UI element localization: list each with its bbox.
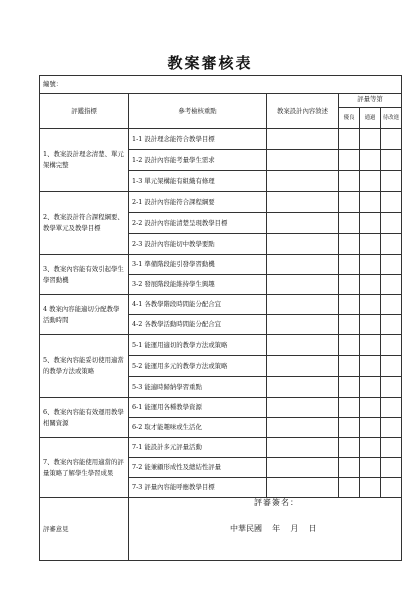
rating-cell[interactable]: [339, 315, 360, 335]
indicator-1-1: 1-1 設計理念能符合教學目標: [129, 129, 267, 150]
indicator-2-2: 2-2 設計內容能清楚呈現教學目標: [129, 213, 267, 234]
indicator-3-2: 3-2 發展階段能維持學生興趣: [129, 275, 267, 295]
rating-cell[interactable]: [360, 213, 381, 234]
rating-cell[interactable]: [381, 171, 402, 192]
rating-cell[interactable]: [360, 418, 381, 438]
rating-cell[interactable]: [381, 129, 402, 150]
rating-cell[interactable]: [339, 171, 360, 192]
rating-cell[interactable]: [360, 398, 381, 418]
criterion-4: 4 教案內容能適切分配教學活動時間: [40, 295, 129, 335]
rating-cell[interactable]: [360, 356, 381, 377]
signature-label: 評審簽名：: [254, 498, 299, 507]
design-cell[interactable]: [267, 356, 339, 377]
rating-cell[interactable]: [339, 356, 360, 377]
code-field[interactable]: 編號：: [40, 76, 402, 94]
rating-cell[interactable]: [339, 398, 360, 418]
design-cell[interactable]: [267, 275, 339, 295]
design-cell[interactable]: [267, 213, 339, 234]
indicator-1-2: 1-2 設計內容能考量學生需求: [129, 150, 267, 171]
rating-cell[interactable]: [360, 275, 381, 295]
criterion-7: 7、教案內容能使用適當的評量策略了解學生學習成果: [40, 438, 129, 498]
rating-level-excellent: 優良: [339, 108, 360, 128]
header-rating: [339, 94, 402, 129]
indicator-5-3: 5-3 能適時歸納學習重點: [129, 377, 267, 398]
rating-cell[interactable]: [339, 295, 360, 315]
criterion-2: 2、教案設計符合課程綱要、教學單元及教學目標: [40, 192, 129, 255]
design-cell[interactable]: [267, 129, 339, 150]
form-title: 教案審核表: [167, 54, 253, 72]
rating-title: 評量等第: [339, 94, 401, 108]
date-line: 中華民國 年 月 日: [230, 524, 317, 533]
indicator-6-1: 6-1 能運用各種教學資源: [129, 398, 267, 418]
rating-cell[interactable]: [381, 275, 402, 295]
design-cell[interactable]: [267, 150, 339, 171]
design-cell[interactable]: [267, 377, 339, 398]
rating-cell[interactable]: [339, 478, 360, 498]
design-cell[interactable]: [267, 255, 339, 275]
indicator-4-1: 4-1 各教學階段時間能分配合宜: [129, 295, 267, 315]
rating-cell[interactable]: [339, 377, 360, 398]
design-cell[interactable]: [267, 418, 339, 438]
indicator-2-1: 2-1 設計內容能符合課程綱要: [129, 192, 267, 213]
header-indicators: 參考檢核重點: [129, 94, 267, 129]
design-cell[interactable]: [267, 171, 339, 192]
indicator-7-3: 7-3 評量內容能呼應教學目標: [129, 478, 267, 498]
design-cell[interactable]: [267, 458, 339, 478]
rating-cell[interactable]: [360, 171, 381, 192]
design-cell[interactable]: [267, 192, 339, 213]
rating-cell[interactable]: [360, 295, 381, 315]
rating-cell[interactable]: [381, 335, 402, 356]
rating-cell[interactable]: [339, 213, 360, 234]
review-form-table: [39, 75, 402, 561]
rating-cell[interactable]: [360, 335, 381, 356]
indicator-4-2: 4-2 各教學活動時間能分配合宜: [129, 315, 267, 335]
indicator-3-1: 3-1 準備階段能引發學習動機: [129, 255, 267, 275]
rating-cell[interactable]: [360, 438, 381, 458]
rating-cell[interactable]: [381, 315, 402, 335]
rating-cell[interactable]: [381, 356, 402, 377]
rating-cell[interactable]: [339, 458, 360, 478]
rating-cell[interactable]: [381, 213, 402, 234]
rating-cell[interactable]: [360, 315, 381, 335]
rating-cell[interactable]: [381, 438, 402, 458]
rating-cell[interactable]: [339, 234, 360, 255]
rating-cell[interactable]: [360, 255, 381, 275]
indicator-5-2: 5-2 能運用多元的教學方法或策略: [129, 356, 267, 377]
rating-cell[interactable]: [381, 192, 402, 213]
rating-cell[interactable]: [339, 438, 360, 458]
comment-label: 評審意見: [40, 498, 129, 561]
rating-cell[interactable]: [381, 234, 402, 255]
rating-level-pass: 通過: [360, 108, 381, 128]
rating-cell[interactable]: [360, 234, 381, 255]
indicator-7-1: 7-1 能設計多元評量活動: [129, 438, 267, 458]
rating-cell[interactable]: [360, 129, 381, 150]
rating-level-improve: 待改進: [382, 115, 400, 121]
design-cell[interactable]: [267, 234, 339, 255]
rating-cell[interactable]: [339, 192, 360, 213]
criterion-3: 3、教案內容能有效引起學生學習動機: [40, 255, 129, 295]
design-cell[interactable]: [267, 335, 339, 356]
rating-cell[interactable]: [339, 335, 360, 356]
rating-cell[interactable]: [381, 398, 402, 418]
rating-cell[interactable]: [360, 377, 381, 398]
indicator-6-2: 6-2 取才能趣味或生活化: [129, 418, 267, 438]
design-cell[interactable]: [267, 315, 339, 335]
rating-cell[interactable]: [381, 478, 402, 498]
rating-cell[interactable]: [360, 192, 381, 213]
indicator-5-1: 5-1 能運用適切的教學方法或策略: [129, 335, 267, 356]
indicator-1-3: 1-3 單元架構能有組織有條理: [129, 171, 267, 192]
criterion-5: 5、教案內容能妥切使用適當的教學方法或策略: [40, 335, 129, 398]
header-criteria: 評鑑指標: [40, 94, 129, 129]
design-cell[interactable]: [267, 478, 339, 498]
rating-cell[interactable]: [381, 458, 402, 478]
header-design: 教案設計內容敘述: [267, 94, 339, 129]
rating-cell[interactable]: [360, 478, 381, 498]
rating-cell[interactable]: [339, 150, 360, 171]
design-cell[interactable]: [267, 398, 339, 418]
rating-cell[interactable]: [360, 150, 381, 171]
rating-cell[interactable]: [339, 129, 360, 150]
criterion-6: 6、教案內容能有效運用教學相關資源: [40, 398, 129, 438]
rating-cell[interactable]: [339, 255, 360, 275]
design-cell[interactable]: [267, 438, 339, 458]
rating-cell[interactable]: [381, 150, 402, 171]
design-cell[interactable]: [267, 295, 339, 315]
rating-cell[interactable]: [381, 377, 402, 398]
rating-cell[interactable]: [339, 275, 360, 295]
rating-cell[interactable]: [381, 255, 402, 275]
rating-cell[interactable]: [381, 295, 402, 315]
indicator-7-2: 7-2 能兼顧形成性及總結性評量: [129, 458, 267, 478]
criterion-1: 1、教案設計理念清楚、單元架構完整: [40, 129, 129, 192]
rating-cell[interactable]: [339, 418, 360, 438]
rating-cell[interactable]: [381, 418, 402, 438]
indicator-2-3: 2-3 設計內容能切中教學要點: [129, 234, 267, 255]
rating-cell[interactable]: [360, 458, 381, 478]
